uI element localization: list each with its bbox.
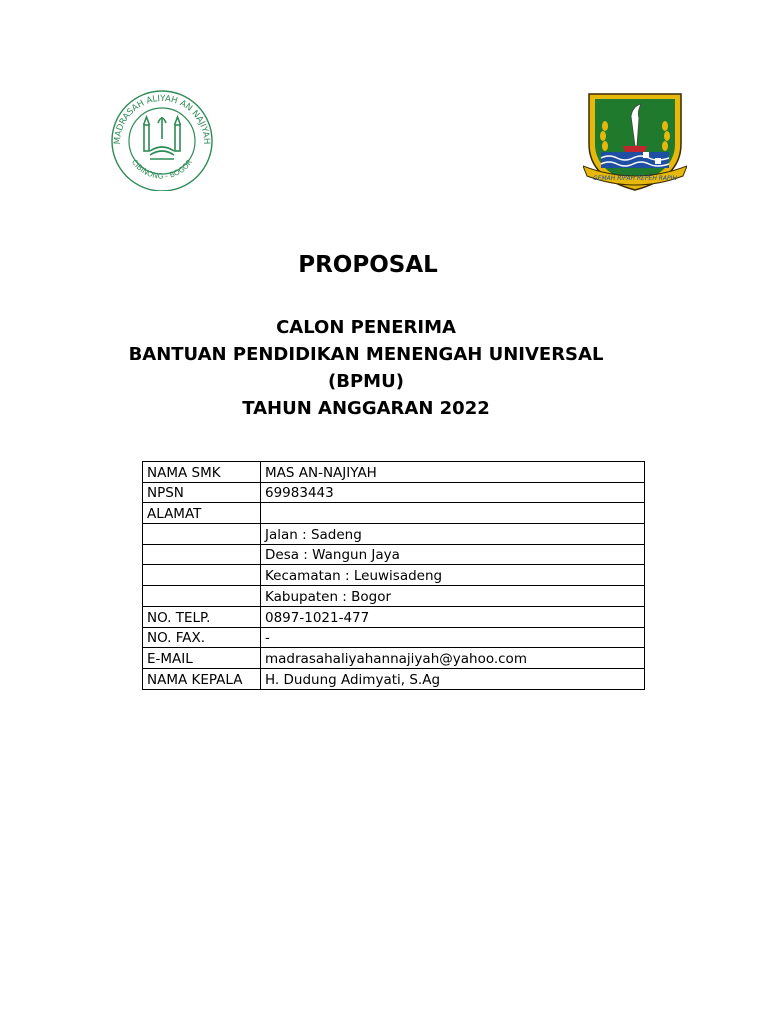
row-value: madrasahaliyahannajiyah@yahoo.com: [261, 648, 645, 669]
row-value: 69983443: [261, 482, 645, 503]
table-row: [143, 606, 645, 627]
row-label: [143, 565, 261, 586]
subtitle-line: TAHUN ANGGARAN 2022: [242, 398, 490, 419]
table-row: [143, 482, 645, 503]
table-row: [143, 503, 645, 524]
row-label: NPSN: [143, 482, 261, 503]
table-row: [143, 565, 645, 586]
seal-bottom-text: CIBINONG - BOGOR: [129, 157, 195, 181]
row-value: 0897-1021-477: [261, 606, 645, 627]
table-row: [143, 524, 645, 545]
table-row: [143, 462, 645, 483]
row-value: Desa : Wangun Jaya: [261, 544, 645, 565]
row-label: [143, 586, 261, 607]
document-title: PROPOSAL: [298, 252, 438, 278]
motto-text: GEMAH RIPAH REPEH RAPIH: [593, 175, 677, 182]
mosque-icon: [144, 117, 181, 159]
school-info-table: [142, 461, 645, 690]
seal-top-text: MADRASAH ALIYAH AN NAJIYAH: [112, 93, 212, 145]
document-subtitle: [0, 314, 750, 422]
row-value: [261, 503, 645, 524]
west-java-emblem-logo: [583, 86, 687, 194]
row-value: MAS AN-NAJIYAH: [261, 462, 645, 483]
table-row: [143, 668, 645, 689]
row-value: Jalan : Sadeng: [261, 524, 645, 545]
row-label: ALAMAT: [143, 503, 261, 524]
subtitle-line: (BPMU): [328, 371, 404, 392]
row-label: [143, 524, 261, 545]
row-label: NO. TELP.: [143, 606, 261, 627]
row-value: -: [261, 627, 645, 648]
table-row: [143, 544, 645, 565]
table-row: [143, 627, 645, 648]
row-label: E-MAIL: [143, 648, 261, 669]
row-value: Kecamatan : Leuwisadeng: [261, 565, 645, 586]
table-row: [143, 648, 645, 669]
row-value: H. Dudung Adimyati, S.Ag: [261, 668, 645, 689]
table-row: [143, 586, 645, 607]
water-waves-icon: [601, 152, 669, 168]
row-label: NO. FAX.: [143, 627, 261, 648]
subtitle-line: CALON PENERIMA: [276, 317, 456, 338]
row-label: NAMA KEPALA: [143, 668, 261, 689]
madrasah-seal-logo: [106, 87, 218, 191]
row-value: Kabupaten : Bogor: [261, 586, 645, 607]
row-label: [143, 544, 261, 565]
subtitle-line: BANTUAN PENDIDIKAN MENENGAH UNIVERSAL: [128, 344, 604, 365]
row-label: NAMA SMK: [143, 462, 261, 483]
